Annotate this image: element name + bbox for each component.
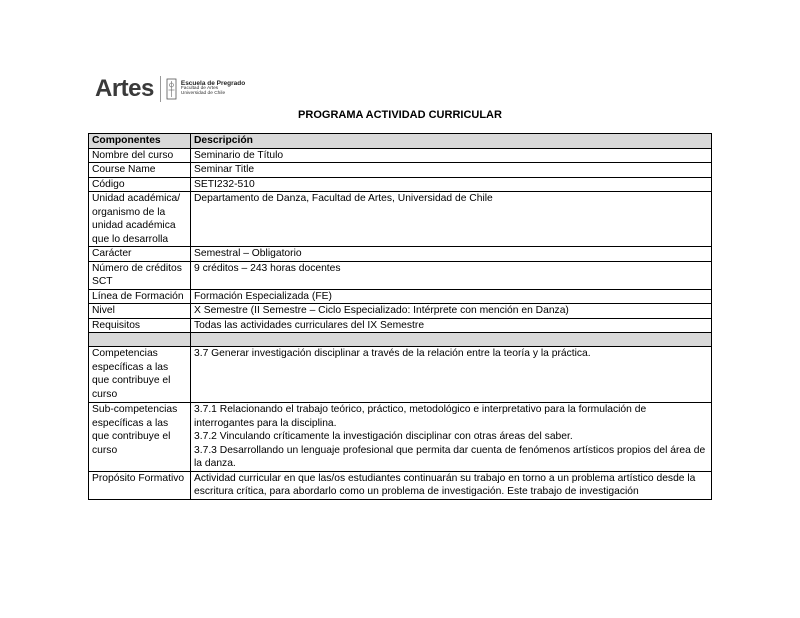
table-row [89,148,712,163]
row-value: X Semestre (II Semestre – Ciclo Especializado: Intérprete con mención en Danza) [191,304,712,319]
proposito-label: Propósito Formativo [89,471,191,499]
table-row [89,177,712,192]
row-value: Seminar Title [191,163,712,178]
subcompetencia-item: 3.7.2 Vinculando críticamente la investigación disciplinar con otras áreas del saber. [194,431,573,442]
row-value: Seminario de Título [191,148,712,163]
separator-cell [191,333,712,347]
row-label: Course Name [89,163,191,178]
header-componentes: Componentes [89,134,191,149]
row-value: Formación Especializada (FE) [191,289,712,304]
row-label: Unidad académica/ organismo de la unidad académica que lo desarrolla [89,192,191,247]
table-row [89,163,712,178]
competencias-value: 3.7 Generar investigación disciplinar a través de la relación entre la teoría y la práctica. [191,347,712,403]
table-row [89,403,712,472]
separator-row [89,333,712,347]
table-row [89,289,712,304]
row-label: Carácter [89,247,191,262]
university-seal-icon [166,78,177,100]
logo-text [181,81,245,97]
logo-line2: Facultad de Artes [180,86,219,92]
table-row [89,304,712,319]
row-label: Requisitos [89,318,191,333]
table-row [89,247,712,262]
row-value: SETI232-510 [191,177,712,192]
table-row [89,471,712,499]
proposito-value: Actividad curricular en que las/os estudiantes continuarán su trabajo en torno a un problema artístico desde la escritura crítica, para abordarlo como un problema de investigación. Este trabajo de investigación [191,471,712,499]
row-label: Nivel [89,304,191,319]
logo-divider [160,76,161,102]
logo-wordmark: Artes [95,75,154,102]
document-title: PROGRAMA ACTIVIDAD CURRICULAR [298,109,502,121]
header-descripcion: Descripción [191,134,712,149]
logo-line1: Escuela de Pregrado [180,79,246,87]
row-label: Línea de Formación [89,289,191,304]
logo-line3: Universidad de Chile [180,91,226,97]
row-value: Todas las actividades curriculares del IX Semestre [191,318,712,333]
competencias-label: Competencias específicas a las que contribuye el curso [89,347,191,403]
subcompetencia-item: 3.7.3 Desarrollando un lenguaje profesional que permita dar cuenta de fenómenos artísticos propios del área de la danza. [194,444,706,469]
row-label: Código [89,177,191,192]
row-label: Nombre del curso [89,148,191,163]
subcompetencias-value [191,403,712,472]
separator-cell [89,333,191,347]
row-value: Semestral – Obligatorio [191,247,712,262]
subcompetencia-item: 3.7.1 Relacionando el trabajo teórico, práctico, metodológico e interpretativo para la formulación de interrogantes para la disciplina. [194,404,647,429]
row-value: Departamento de Danza, Facultad de Artes, Universidad de Chile [191,192,712,247]
table-row [89,347,712,403]
faculty-logo [95,74,245,104]
curriculum-table [88,133,712,500]
row-label: Número de créditos SCT [89,261,191,289]
subcompetencias-label: Sub-competencias específicas a las que contribuye el curso [89,403,191,472]
row-value: 9 créditos – 243 horas docentes [191,261,712,289]
table-header-row [89,134,712,149]
table-row [89,192,712,247]
table-row [89,318,712,333]
table-row [89,261,712,289]
